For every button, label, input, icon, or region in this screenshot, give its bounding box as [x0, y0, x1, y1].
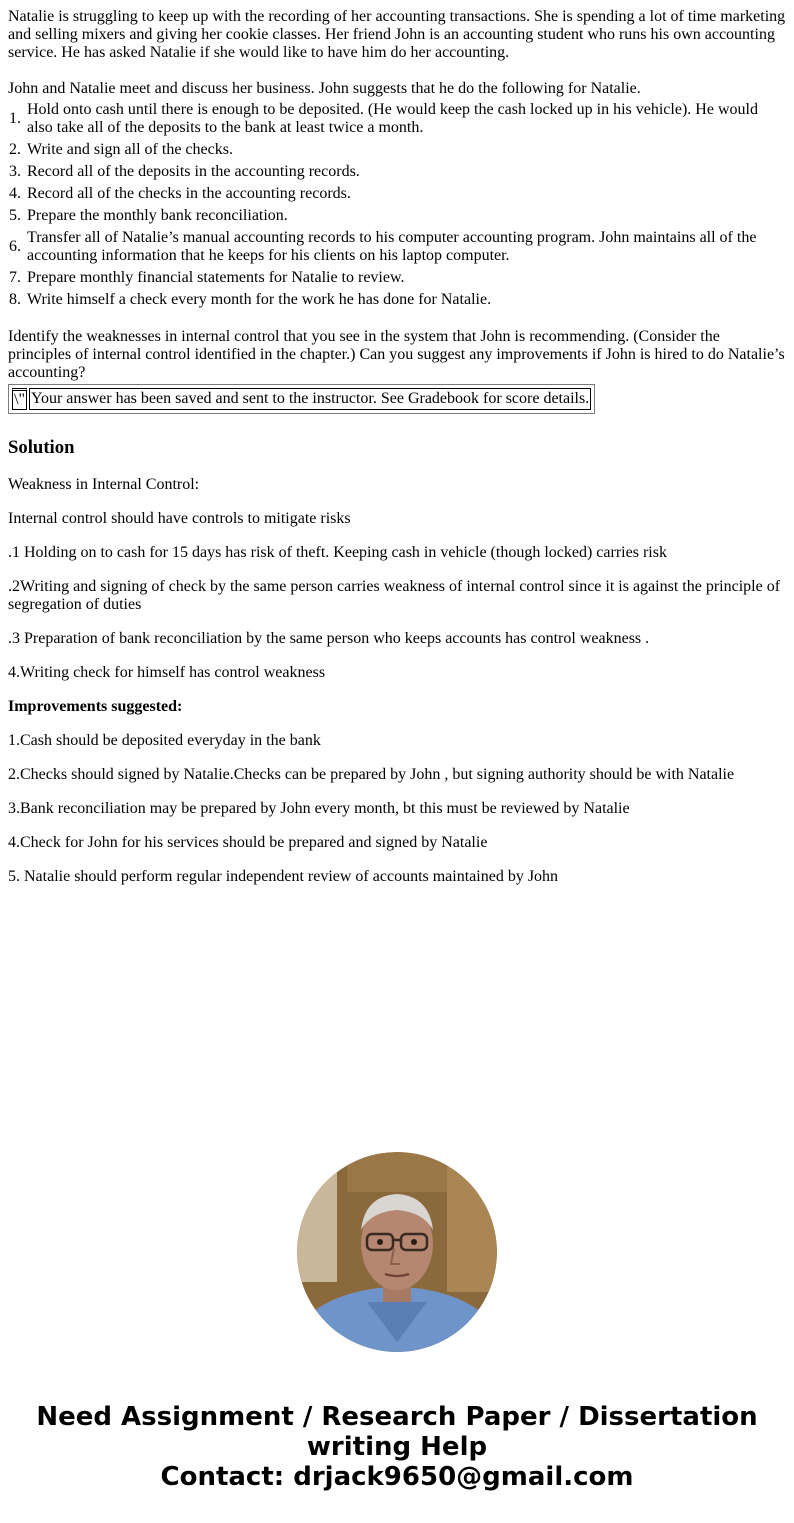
weakness-title: Weakness in Internal Control: — [8, 476, 200, 493]
improvement-item: 4.Check for John for his services should be prepared and signed by Natalie — [8, 834, 488, 851]
list-intro: John and Natalie meet and discuss her business. John suggests that he do the following for Natalie. — [8, 80, 641, 97]
improvement-item: 1.Cash should be deposited everyday in the bank — [8, 732, 321, 749]
step-text: Write himself a check every month for the work he has done for Natalie. — [27, 291, 492, 308]
step-number: 5. — [9, 207, 21, 224]
notice-text: Your answer has been saved and sent to the instructor. See Gradebook for score details. — [29, 388, 591, 410]
improvement-item: 3.Bank reconciliation may be prepared by John every month, bt this must be reviewed by Natalie — [8, 800, 630, 817]
list-item — [8, 140, 784, 160]
promo-footer — [0, 1152, 794, 1492]
solution-body — [8, 476, 786, 886]
step-number: 6. — [9, 238, 21, 255]
list-item — [8, 206, 784, 226]
list-item — [8, 162, 784, 182]
step-number: 3. — [9, 163, 21, 180]
step-text: Prepare monthly financial statements for Natalie to review. — [27, 269, 405, 286]
step-number: 2. — [9, 141, 21, 158]
notice-glyph: \" — [12, 388, 27, 410]
promo-contact: Contact: drjack9650@gmail.com — [160, 1462, 634, 1492]
weakness-intro: Internal control should have controls to mitigate risks — [8, 510, 351, 527]
solution-heading: Solution — [8, 437, 75, 458]
step-text: Prepare the monthly bank reconciliation. — [27, 207, 288, 224]
step-number: 4. — [9, 185, 21, 202]
step-number: 7. — [9, 269, 21, 286]
step-text: Transfer all of Natalie’s manual accounting records to his computer accounting program. John maintains all of the accounting information that he keeps for his clients on his laptop computer. — [27, 229, 757, 264]
avatar-portrait-icon — [297, 1152, 497, 1352]
step-number: 1. — [9, 110, 21, 127]
list-item — [8, 228, 784, 266]
step-text: Record all of the deposits in the accounting records. — [27, 163, 360, 180]
intro-paragraph: Natalie is struggling to keep up with the recording of her accounting transactions. She is spending a lot of time marketing and selling mixers and giving her cookie classes. Her friend John is an accounting student who runs his own accounting service. He has asked Natalie if she would like to have him do her accounting. — [8, 8, 786, 61]
weakness-item: .2Writing and signing of check by the same person carries weakness of internal control since it is against the principle of segregation of duties — [8, 578, 781, 613]
weakness-item: .3 Preparation of bank reconciliation by the same person who keeps accounts has control weakness . — [8, 630, 650, 647]
improvement-item: 2.Checks should signed by Natalie.Checks can be prepared by John , but signing authority should be with Natalie — [8, 766, 735, 783]
notice-table — [10, 386, 593, 412]
step-text: Write and sign all of the checks. — [27, 141, 233, 158]
avatar — [297, 1152, 497, 1352]
promo-line-1: Need Assignment / Research Paper / Dissertation — [36, 1402, 758, 1432]
question-paragraph: Identify the weaknesses in internal control that you see in the system that John is recommending. (Consider the principles of internal control identified in the chapter.) Can you suggest any improvements if John is hired to do Natalie’s accounting? — [8, 328, 785, 381]
promo-text — [0, 1402, 794, 1492]
step-text: Record all of the checks in the accounting records. — [27, 185, 351, 202]
promo-line-2: writing Help — [306, 1432, 488, 1462]
list-item — [8, 290, 784, 310]
weakness-item: .1 Holding on to cash for 15 days has risk of theft. Keeping cash in vehicle (though locked) carries risk — [8, 544, 667, 561]
list-item — [8, 268, 784, 288]
step-text: Hold onto cash until there is enough to be deposited. (He would keep the cash locked up in his vehicle). He would also take all of the deposits to the bank at least twice a month. — [27, 101, 758, 136]
weakness-item: 4.Writing check for himself has control weakness — [8, 664, 326, 681]
step-number: 8. — [9, 291, 21, 308]
steps-list — [6, 98, 786, 312]
list-item — [8, 100, 784, 138]
submission-notice — [8, 384, 595, 414]
improvement-item: 5. Natalie should perform regular independent review of accounts maintained by John — [8, 868, 559, 885]
improvements-title: Improvements suggested: — [8, 698, 183, 715]
list-item — [8, 184, 784, 204]
